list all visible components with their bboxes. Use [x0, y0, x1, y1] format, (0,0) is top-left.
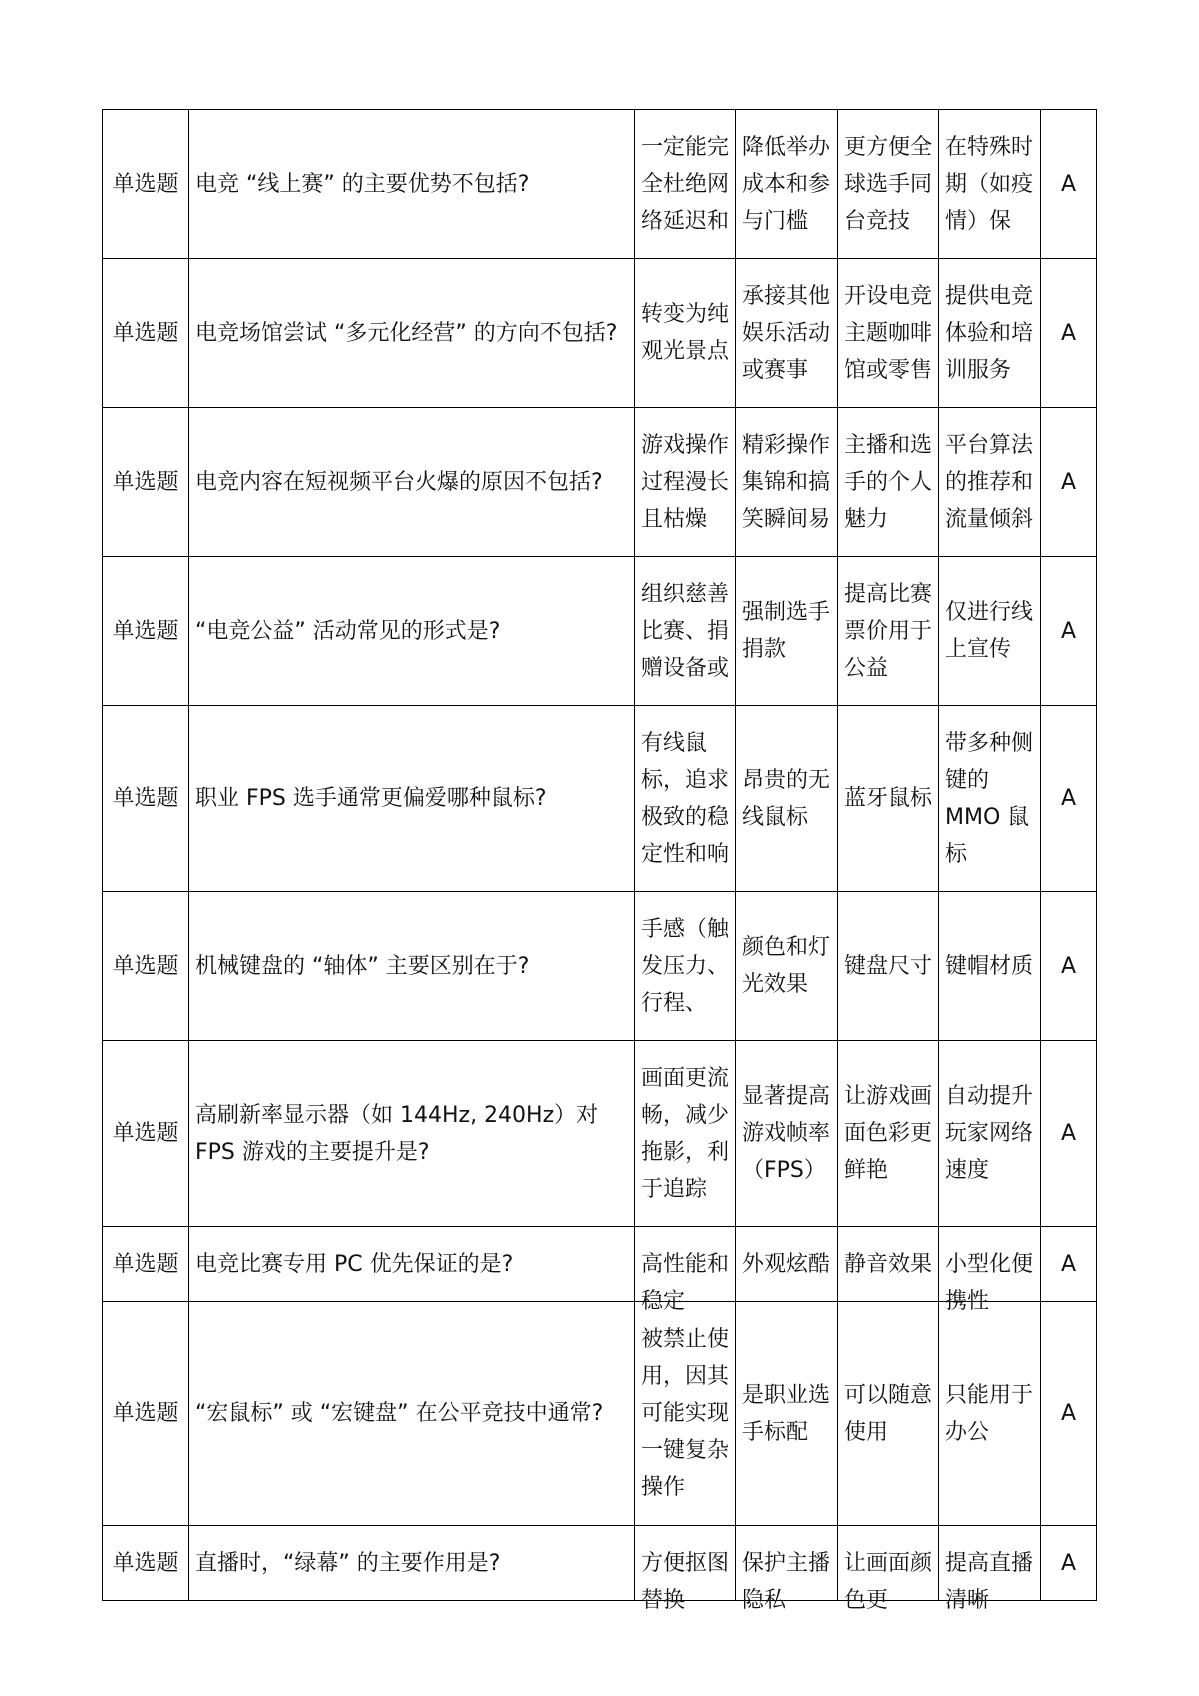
option-d-text: 只能用于办公	[945, 1382, 1034, 1445]
option-c-text: 提高比赛票价用于公益	[844, 581, 933, 681]
question-row	[103, 1526, 1097, 1601]
answer: A	[1041, 892, 1097, 1041]
option-c	[838, 1041, 939, 1227]
answer: A	[1041, 259, 1097, 408]
question-row	[103, 408, 1097, 557]
option-c-text: 开设电竞主题咖啡馆或零售	[844, 283, 933, 383]
option-d	[939, 706, 1041, 892]
option-c-text: 蓝牙鼠标	[844, 786, 933, 811]
question-row	[103, 706, 1097, 892]
option-d	[939, 1526, 1041, 1613]
option-a	[635, 1041, 736, 1227]
option-c	[838, 1227, 939, 1302]
option-a-text: 游戏操作过程漫长且枯燥	[641, 432, 730, 532]
option-c-text: 让画面颜色更	[844, 1550, 933, 1613]
option-a-text: 手感（触发压力、行程、	[641, 916, 730, 1016]
option-a	[635, 259, 736, 408]
option-b	[736, 110, 838, 259]
answer: A	[1041, 1526, 1097, 1601]
option-b-text: 显著提高游戏帧率（FPS）	[742, 1084, 831, 1183]
option-b	[736, 1302, 838, 1526]
option-c	[838, 706, 939, 892]
option-b-text: 保护主播隐私	[742, 1550, 831, 1613]
option-d	[939, 892, 1041, 1041]
option-a	[635, 557, 736, 706]
question-type: 单选题	[103, 1041, 189, 1227]
option-a	[635, 706, 736, 892]
option-a-text: 有线鼠标，追求极致的稳定性和响	[641, 730, 730, 867]
option-d-text: 提高直播清晰	[945, 1550, 1034, 1613]
option-b	[736, 408, 838, 557]
question-text: 电竞比赛专用 PC 优先保证的是?	[189, 1227, 635, 1302]
question-type: 单选题	[103, 892, 189, 1041]
option-d-text: 自动提升玩家网络速度	[945, 1084, 1034, 1183]
answer: A	[1041, 110, 1097, 259]
option-d-text: 带多种侧键的 MMO 鼠标	[945, 730, 1034, 867]
option-d	[939, 408, 1041, 557]
option-c-text: 让游戏画面色彩更鲜艳	[844, 1084, 933, 1183]
answer: A	[1041, 557, 1097, 706]
option-a	[635, 110, 736, 259]
option-d	[939, 1302, 1041, 1526]
option-a	[635, 892, 736, 1041]
option-d	[939, 1227, 1041, 1314]
option-a-text: 画面更流畅，减少拖影，利于追踪	[641, 1065, 730, 1202]
question-text: 机械键盘的 “轴体” 主要区别在于?	[189, 892, 635, 1041]
option-d-text: 在特殊时期（如疫情）保	[945, 134, 1034, 234]
option-b	[736, 706, 838, 892]
option-b-text: 昂贵的无线鼠标	[742, 767, 831, 830]
option-c	[838, 110, 939, 259]
question-type: 单选题	[103, 1526, 189, 1601]
answer: A	[1041, 1302, 1097, 1526]
option-c-text: 主播和选手的个人魅力	[844, 432, 933, 532]
option-a-text: 一定能完全杜绝网络延迟和	[641, 134, 730, 234]
answer: A	[1041, 408, 1097, 557]
option-a-text: 高性能和稳定	[641, 1251, 730, 1314]
option-c	[838, 892, 939, 1041]
option-d-text: 提供电竞体验和培训服务	[945, 283, 1034, 383]
option-d-text: 小型化便携性	[945, 1251, 1034, 1314]
option-a	[635, 1526, 736, 1613]
option-b-text: 降低举办成本和参与门槛	[742, 134, 831, 234]
option-a	[635, 1302, 736, 1526]
question-row	[103, 259, 1097, 408]
question-text: 电竞场馆尝试 “多元化经营” 的方向不包括?	[189, 259, 635, 408]
option-b	[736, 557, 838, 706]
option-b-text: 精彩操作集锦和搞笑瞬间易	[742, 432, 831, 532]
option-a	[635, 1227, 736, 1314]
question-text: 电竞 “线上赛” 的主要优势不包括?	[189, 110, 635, 259]
option-b-text: 颜色和灯光效果	[742, 935, 831, 997]
question-text: 高刷新率显示器（如 144Hz, 240Hz）对 FPS 游戏的主要提升是?	[189, 1041, 635, 1227]
option-b	[736, 892, 838, 1041]
question-text: 职业 FPS 选手通常更偏爱哪种鼠标?	[189, 706, 635, 892]
question-table	[102, 109, 1097, 1613]
option-c	[838, 259, 939, 408]
option-a-text: 被禁止使用，因其可能实现一键复杂操作	[641, 1327, 730, 1500]
question-type: 单选题	[103, 706, 189, 892]
option-b	[736, 259, 838, 408]
option-c	[838, 557, 939, 706]
question-type: 单选题	[103, 557, 189, 706]
question-row	[103, 110, 1097, 259]
option-a-text: 转变为纯观光景点	[641, 302, 730, 364]
option-b	[736, 1041, 838, 1227]
option-b-text: 强制选手捐款	[742, 600, 831, 662]
answer: A	[1041, 706, 1097, 892]
option-c	[838, 1302, 939, 1526]
option-c-text: 更方便全球选手同台竞技	[844, 134, 933, 234]
option-c-text: 键盘尺寸	[844, 953, 933, 979]
option-a-text: 方便抠图替换	[641, 1550, 730, 1613]
question-type: 单选题	[103, 408, 189, 557]
question-type: 单选题	[103, 1302, 189, 1526]
option-c	[838, 408, 939, 557]
question-table-body	[103, 110, 1097, 1613]
question-row	[103, 1302, 1097, 1526]
question-text: 直播时，“绿幕” 的主要作用是?	[189, 1526, 635, 1601]
option-b	[736, 1526, 838, 1613]
option-a-text: 组织慈善比赛、捐赠设备或	[641, 581, 730, 681]
question-type: 单选题	[103, 110, 189, 259]
option-d	[939, 557, 1041, 706]
question-text: “宏鼠标” 或 “宏键盘” 在公平竞技中通常?	[189, 1302, 635, 1526]
option-d-text: 仅进行线上宣传	[945, 600, 1034, 662]
option-c	[838, 1526, 939, 1613]
question-text: 电竞内容在短视频平台火爆的原因不包括?	[189, 408, 635, 557]
option-d	[939, 259, 1041, 408]
option-c-text: 可以随意使用	[844, 1382, 933, 1445]
question-row	[103, 557, 1097, 706]
option-b	[736, 1227, 838, 1302]
option-c-text: 静音效果	[844, 1251, 933, 1277]
answer: A	[1041, 1227, 1097, 1302]
question-row	[103, 1041, 1097, 1227]
option-d-text: 平台算法的推荐和流量倾斜	[945, 432, 1034, 532]
question-type: 单选题	[103, 1227, 189, 1302]
answer: A	[1041, 1041, 1097, 1227]
question-text: “电竞公益” 活动常见的形式是?	[189, 557, 635, 706]
option-b-text: 是职业选手标配	[742, 1382, 831, 1445]
option-b-text: 外观炫酷	[742, 1251, 831, 1277]
option-d	[939, 110, 1041, 259]
option-d	[939, 1041, 1041, 1227]
question-row	[103, 892, 1097, 1041]
option-d-text: 键帽材质	[945, 953, 1034, 979]
question-type: 单选题	[103, 259, 189, 408]
option-a	[635, 408, 736, 557]
option-b-text: 承接其他娱乐活动或赛事	[742, 283, 831, 383]
question-row	[103, 1227, 1097, 1302]
